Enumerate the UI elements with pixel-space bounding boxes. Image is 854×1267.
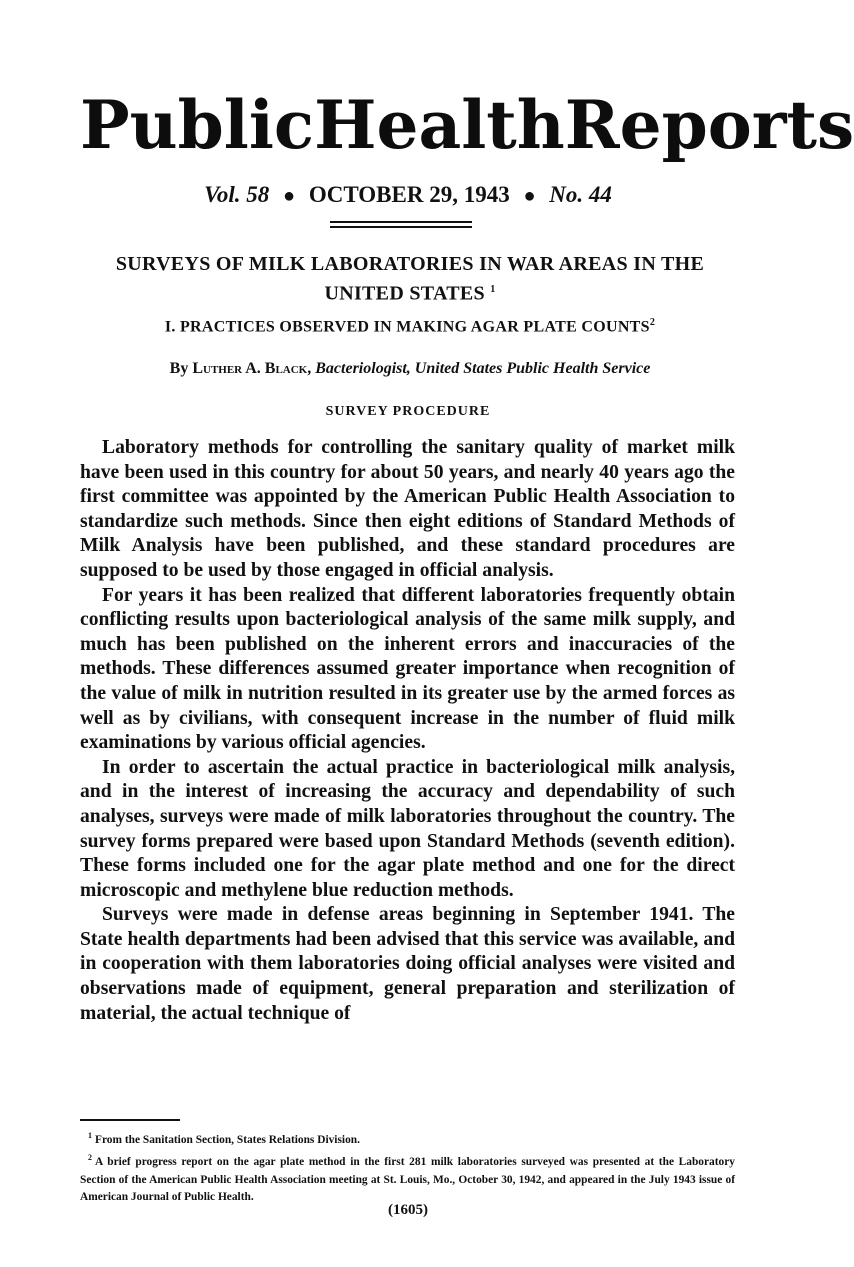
issue-line	[0, 182, 816, 208]
footnote-mark: 2	[88, 1153, 92, 1163]
issue-number: No. 44	[549, 182, 612, 207]
footnote-mark: 1	[88, 1131, 92, 1140]
footnote-ref: 2	[649, 317, 656, 328]
footnotes	[80, 1127, 735, 1207]
article-title-line-1: SURVEYS OF MILK LABORATORIES IN WAR AREAS IN THE	[115, 253, 705, 275]
article-subtitle	[80, 317, 740, 336]
section-heading: SURVEY PROCEDURE	[325, 404, 491, 419]
footnote	[80, 1127, 735, 1149]
byline-prefix: By	[169, 360, 189, 377]
volume-number: Vol. 58	[204, 182, 270, 207]
separator-bullet: ●	[523, 185, 536, 207]
masthead-word: Public	[80, 86, 315, 164]
footnote-ref: 1	[490, 284, 496, 295]
page-number: (1605)	[388, 1202, 428, 1218]
article-body	[80, 436, 735, 1026]
footnote-text: A brief progress report on the agar plate method in the first 281 milk laboratories surveyed was presented at the Laboratory Section of the American Public Health Association meeting at St. Louis, Mo., October 30, 1942, and appeared in the July 1943 issue of American Journal of Public Health.	[80, 1156, 735, 1204]
article-title-line-2	[80, 277, 740, 307]
double-rule-bottom	[330, 226, 472, 228]
article-title-text: UNITED STATES	[324, 282, 485, 305]
footnote-text: From the Sanitation Section, States Relations Division.	[95, 1133, 360, 1146]
body-paragraph: Surveys were made in defense areas beginning in September 1941. The State health departments had been advised that this service was available, and in cooperation with them laboratories doing official analyses were visited and observations made of equipment, general preparation and sterilization of material, the actual technique of	[80, 904, 735, 1024]
author-title: Bacteriologist, United States Public Health Service	[315, 360, 651, 377]
footnote-rule	[80, 1119, 180, 1121]
author-name: Luther A. Black	[192, 360, 308, 377]
byline	[80, 360, 740, 378]
masthead-word: Health	[314, 86, 565, 164]
issue-date: OCTOBER 29, 1943	[308, 182, 510, 207]
masthead-word: Reports	[564, 86, 854, 164]
journal-masthead	[80, 86, 854, 166]
body-paragraph: Laboratory methods for controlling the sanitary quality of market milk have been used in this country for about 50 years, and nearly 40 years ago the first committee was appointed by the American Public Health Association to standardize such methods. Since then eight editions of Standard Methods of Milk Analysis have been published, and these standard procedures are supposed to be used by those engaged in official analysis.	[80, 437, 735, 581]
double-rule-top	[330, 221, 472, 223]
footnote	[80, 1149, 735, 1206]
body-paragraph: In order to ascertain the actual practice in bacteriological milk analysis, and in the interest of increasing the accuracy and dependability of such analyses, surveys were made of milk laboratories throughout the country. The survey forms prepared were based upon Standard Methods (seventh edition). These forms included one for the agar plate method and one for the direct microscopic and methylene blue reduction methods.	[80, 756, 735, 901]
body-paragraph: For years it has been realized that different laboratories frequently obtain conflicting results upon bacteriological analysis of the same milk supply, and much has been published on the inherent errors and inaccuracies of the methods. These differences assumed greater importance when recognition of the value of milk in nutrition resulted in its greater use by the armed forces as well as by civilians, with consequent increase in the number of fluid milk examinations by various official agencies.	[80, 584, 735, 754]
byline-separator: ,	[307, 360, 312, 377]
subtitle-text: I. PRACTICES OBSERVED IN MAKING AGAR PLATE COUNTS	[164, 318, 650, 336]
separator-bullet: ●	[283, 185, 296, 207]
